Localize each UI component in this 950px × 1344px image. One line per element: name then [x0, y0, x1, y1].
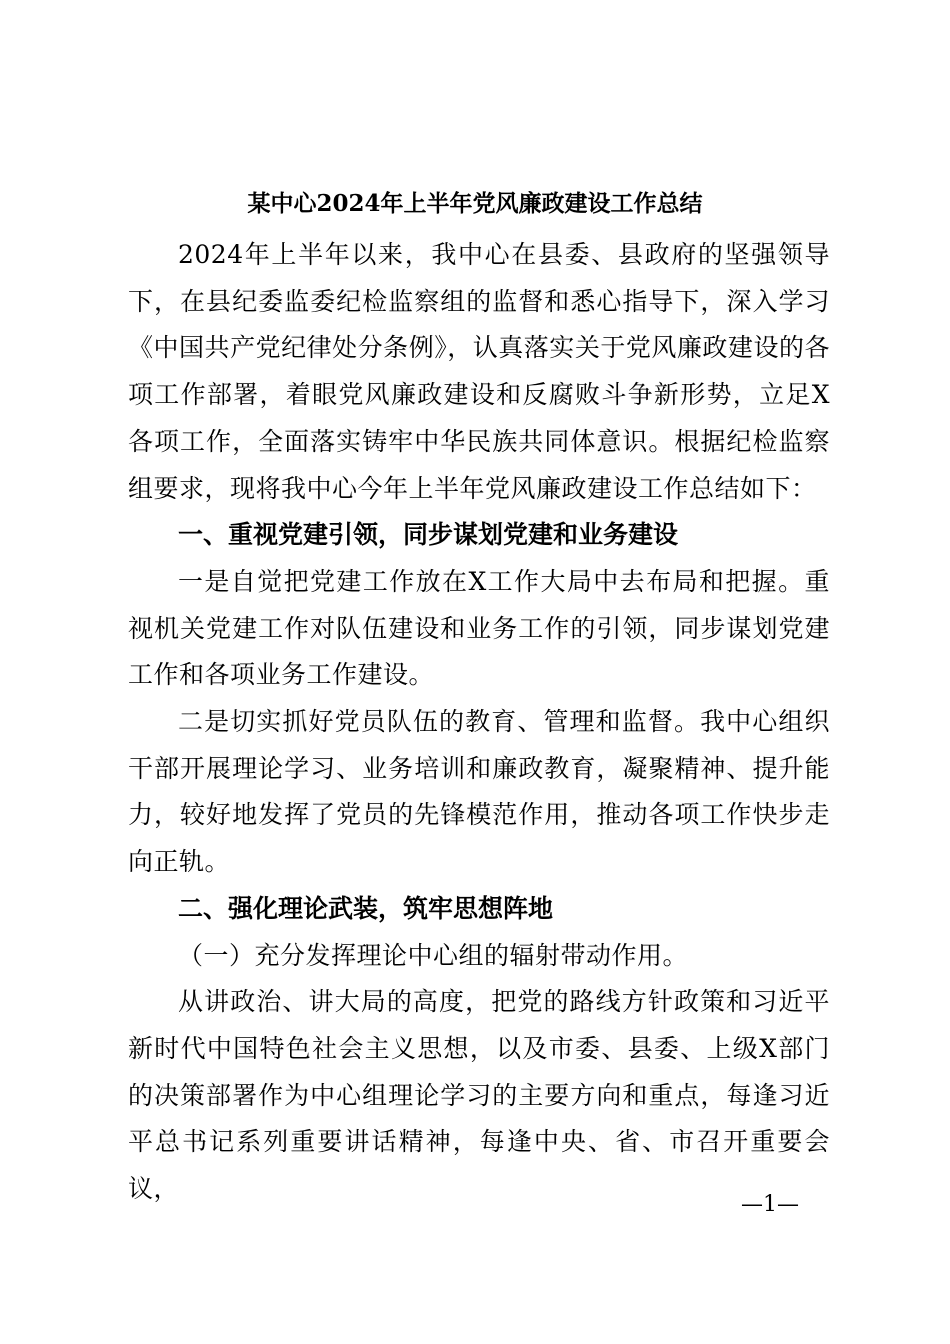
section-2-paragraph-1: 从讲政治、讲大局的高度，把党的路线方针政策和习近平新时代中国特色社会主义思想，以及市委、县委、上级X部门的决策部署作为中心组理论学习的主要方向和重点，每逢习近平总书记系列重要讲话精神，每逢中央、省、市召开重要会议，	[128, 987, 830, 1204]
document-body	[128, 196, 830, 1213]
section-1-paragraph-2: 二是切实抓好党员队伍的教育、管理和监督。我中心组织干部开展理论学习、业务培训和廉政教育，凝聚精神、提升能力，较好地发挥了党员的先锋模范作用，推动各项工作快步走向正轨。	[128, 707, 830, 877]
section-heading-1: 一、重视党建引领，同步谋划党建和业务建设	[178, 520, 679, 550]
subsection-heading-1: （一）充分发挥理论中心组的辐射带动作用。	[178, 940, 689, 970]
section-heading-2: 二、强化理论武装，筑牢思想阵地	[178, 893, 554, 923]
section-1-paragraph-1: 一是自觉把党建工作放在X工作大局中去布局和把握。重视机关党建工作对队伍建设和业务工作的引领，同步谋划党建工作和各项业务工作建设。	[128, 566, 830, 690]
document-title: 某中心2024年上半年党风廉政建设工作总结	[247, 190, 703, 217]
page-number: —1—	[741, 1192, 799, 1217]
intro-paragraph: 2024年上半年以来，我中心在县委、县政府的坚强领导下，在县纪委监委纪检监察组的监督和悉心指导下，深入学习《中国共产党纪律处分条例》，认真落实关于党风廉政建设的各项工作部署，着眼党风廉政建设和反腐败斗争新形势，立足X各项工作，全面落实铸牢中华民族共同体意识。根据纪检监察组要求，现将我中心今年上半年党风廉政建设工作总结如下：	[128, 240, 830, 503]
